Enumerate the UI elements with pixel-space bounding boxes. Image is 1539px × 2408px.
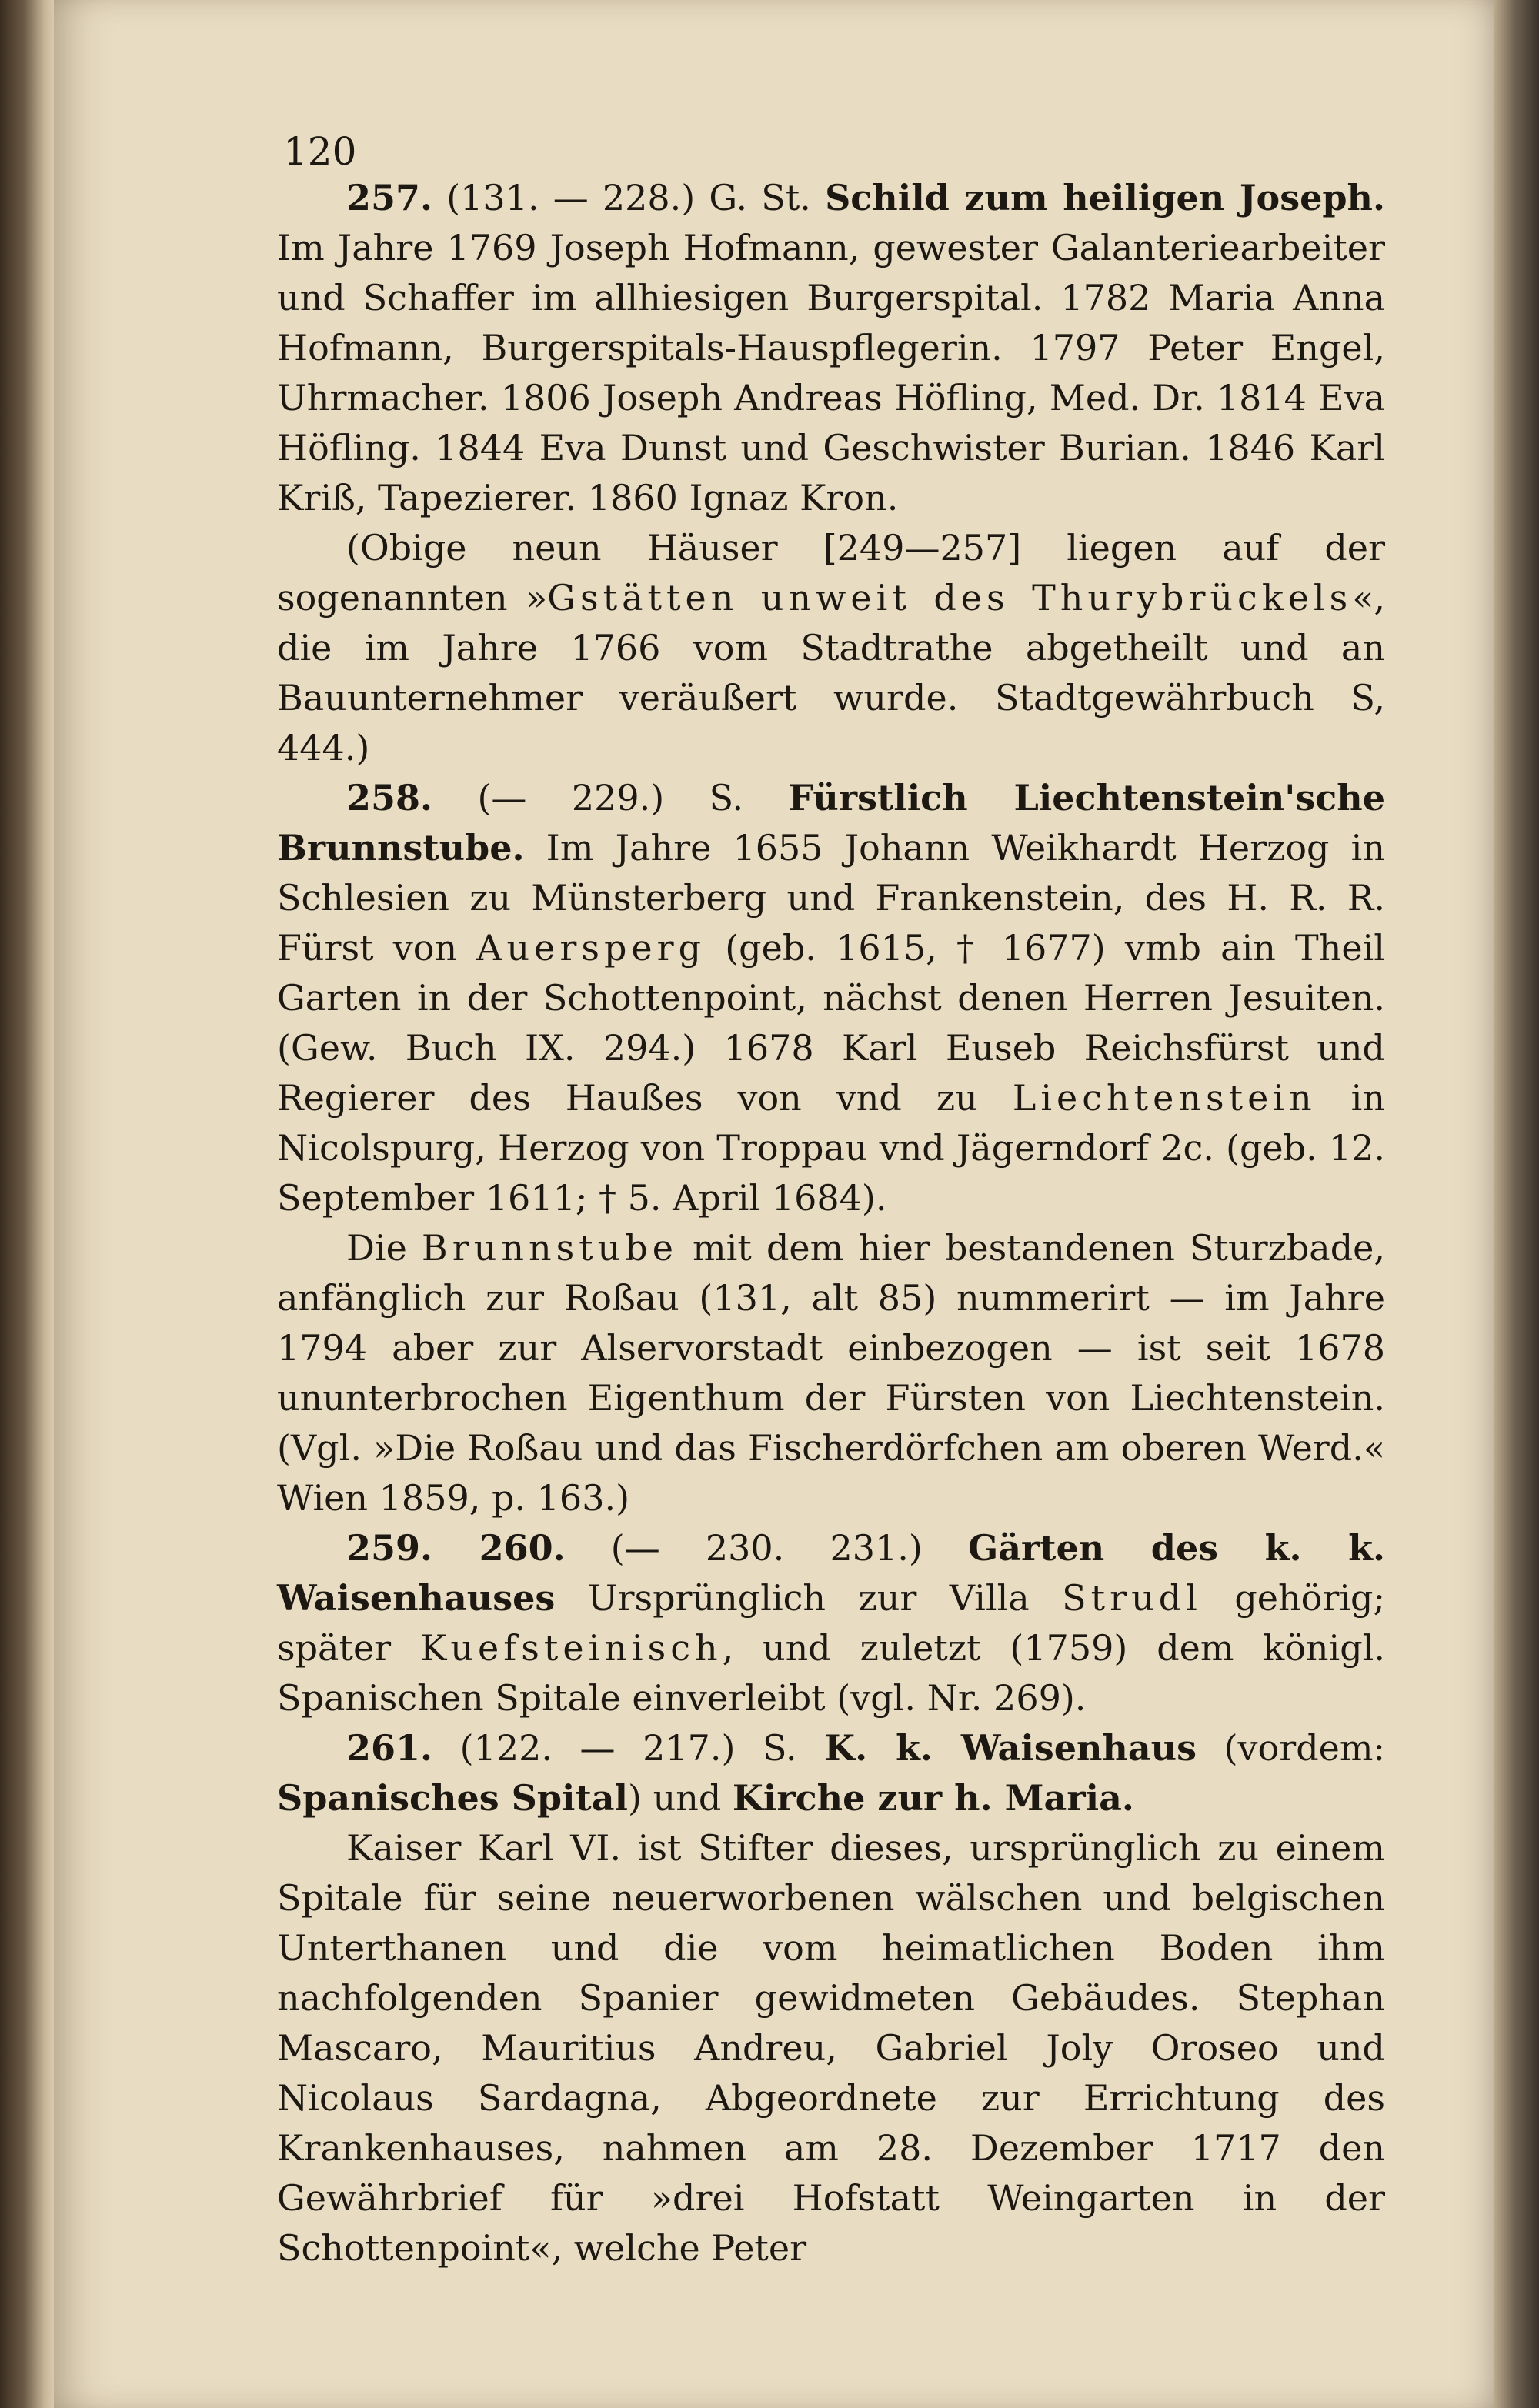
entry-body-end: in Nicolspurg, Herzog von Troppau vnd Jägerndorf 2c. (geb. 12. September 1611; † 5. April 1684). (277, 1077, 1385, 1219)
book-spine-shadow (0, 0, 60, 2408)
entry-title-connector: (vordem: (1197, 1727, 1385, 1769)
entry-body-end: , und zuletzt (1759) dem königl. Spanischen Spitale einverleibt (vgl. Nr. 269). (277, 1627, 1386, 1719)
entry-body-mid: gehörig; später (277, 1577, 1385, 1669)
entry-number: 257. (346, 177, 433, 218)
entry-261 (277, 1723, 1385, 1823)
entry-spaced-name-2: Liechtenstein (1012, 1077, 1317, 1119)
note-text: (Obige neun Häuser [249—257] liegen auf der sogenannten » (277, 527, 1385, 619)
note-paragraph (277, 523, 1385, 773)
entry-number: 261. (346, 1727, 433, 1769)
entry-number: 259. 260. (346, 1527, 566, 1569)
entry-title: Schild zum heiligen Joseph. (825, 177, 1385, 218)
page-edge-shadow (1494, 0, 1539, 2408)
page-text (277, 123, 1385, 2273)
entry-reference: (— 230. 231.) (565, 1527, 968, 1569)
entry-reference: (131. — 228.) G. St. (432, 177, 826, 218)
page-number: 120 (283, 129, 357, 174)
para-text-end: mit dem hier bestandenen Sturzbade, anfänglich zur Roßau (131, alt 85) nummerirt — im Jahre 1794 aber zur Alservorstadt einbezogen — ist seit 1678 ununterbrochen Eigenthum der Fürsten von Liechtenstein. (Vgl. »Die Roßau und das Fischerdörfchen am oberen Werd.« Wien 1859, p. 163.) (277, 1227, 1386, 1519)
entry-reference: (122. — 217.) S. (432, 1727, 825, 1769)
entry-body: Im Jahre 1655 Johann Weikhardt Herzog in Schlesien zu Münsterberg und Frankenstein, des H. R. R. Fürst von (277, 827, 1385, 969)
entry-reference: (— 229.) S. (432, 777, 789, 819)
entry-spaced-name: Strudl (1062, 1577, 1202, 1619)
note-spaced-text: Gstätten unweit des Thurybrückels (547, 577, 1353, 619)
para-spaced-text: Brunnstube (421, 1227, 678, 1269)
entry-spaced-name: Auersperg (476, 927, 706, 969)
note-text-end: «, die im Jahre 1766 vom Stadtrathe abgetheilt und an Bauunternehmer veräußert wurde. Stadtgewährbuch S, 444.) (277, 577, 1385, 769)
entry-title-connector-2: ) und (628, 1777, 733, 1819)
entry-259-260 (277, 1523, 1385, 1723)
entry-title: K. k. Waisenhaus (824, 1727, 1197, 1769)
entry-257 (277, 173, 1385, 523)
para-text: Die (346, 1227, 422, 1269)
brunnstube-paragraph (277, 1223, 1385, 1523)
entry-title-3: Kirche zur h. Maria. (732, 1777, 1134, 1819)
entry-title: Fürstlich Liechtenstein'sche Brunnstube. (277, 777, 1385, 869)
entry-body: Ursprünglich zur Villa (555, 1577, 1063, 1619)
entry-number: 258. (346, 777, 433, 819)
entry-261-body: Kaiser Karl VI. ist Stifter dieses, ursprünglich zu einem Spitale für seine neuerworbenen wälschen und belgischen Unterthanen und die vom heimatlichen Boden ihm nachfolgenden Spanier gewidmeten Gebäudes. Stephan Mascaro, Mauritius Andreu, Gabriel Joly Oroseo und Nicolaus Sardagna, Abgeordnete zur Errichtung des Krankenhauses, nahmen am 28. Dezember 1717 den Gewährbrief für »drei Hofstatt Weingarten in der Schottenpoint«, welche Peter (277, 1827, 1385, 2269)
entry-body: Im Jahre 1769 Joseph Hofmann, gewester Galanteriearbeiter und Schaffer im allhiesigen Burgerspital. 1782 Maria Anna Hofmann, Burgerspitals-Hauspflegerin. 1797 Peter Engel, Uhrmacher. 1806 Joseph Andreas Höfling, Med. Dr. 1814 Eva Höfling. 1844 Eva Dunst und Geschwister Burian. 1846 Karl Kriß, Tapezierer. 1860 Ignaz Kron. (277, 227, 1385, 519)
entry-body-mid: (geb. 1615, † 1677) vmb ain Theil Garten in der Schottenpoint, nächst denen Herren Jesuiten. (Gew. Buch IX. 294.) 1678 Karl Euseb Reichsfürst und Regierer des Haußes von vnd zu (277, 927, 1385, 1119)
entry-title-2: Spanisches Spital (277, 1777, 629, 1819)
entry-258 (277, 773, 1385, 1223)
entry-spaced-name-2: Kuefsteinisch (420, 1627, 723, 1669)
entry-title: Gärten des k. k. Waisenhauses (277, 1527, 1385, 1619)
